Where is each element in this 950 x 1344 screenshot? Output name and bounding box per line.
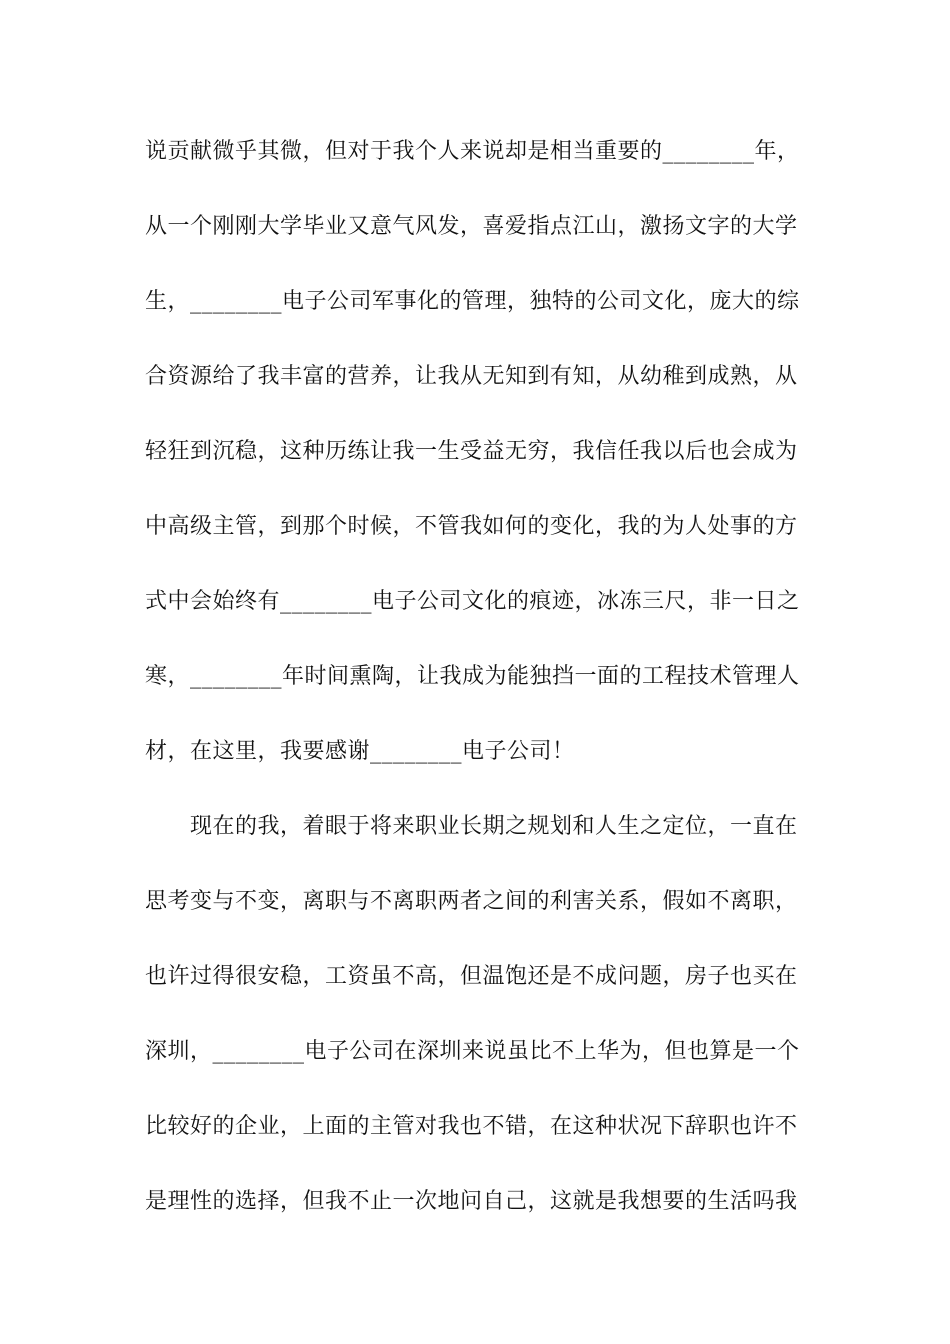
text-line: 深圳，________电子公司在深圳来说虽比不上华为，但也算是一个 (145, 1039, 800, 1064)
text-line: 生，________电子公司军事化的管理，独特的公司文化，庞大的综 (145, 289, 800, 314)
text-line: 比较好的企业，上面的主管对我也不错，在这种状况下辞职也许不 (145, 1114, 798, 1139)
text-line: 轻狂到沉稳，这种历练让我一生受益无穷，我信任我以后也会成为 (145, 439, 798, 464)
text-line: 思考变与不变，离职与不离职两者之间的利害关系，假如不离职， (145, 889, 798, 914)
text-line: 寒，________年时间熏陶，让我成为能独挡一面的工程技术管理人 (145, 664, 800, 689)
text-line: 是理性的选择，但我不止一次地问自己，这就是我想要的生活吗我 (145, 1189, 798, 1214)
text-line: 从一个刚刚大学毕业又意气风发，喜爱指点江山，激扬文字的大学 (145, 214, 798, 239)
text-line: 说贡献微乎其微，但对于我个人来说却是相当重要的________年， (145, 139, 800, 164)
text-line: 中高级主管，到那个时候，不管我如何的变化，我的为人处事的方 (145, 514, 798, 539)
text-line: 也许过得很安稳，工资虽不高，但温饱还是不成问题，房子也买在 (145, 964, 798, 989)
paragraph-first-line: 现在的我，着眼于将来职业长期之规划和人生之定位，一直在 (190, 814, 798, 839)
text-line: 式中会始终有________电子公司文化的痕迹，冰冻三尺，非一日之 (145, 589, 800, 614)
text-line: 合资源给了我丰富的营养，让我从无知到有知，从幼稚到成熟，从 (145, 364, 798, 389)
text-line: 材，在这里，我要感谢________电子公司！ (145, 739, 575, 764)
